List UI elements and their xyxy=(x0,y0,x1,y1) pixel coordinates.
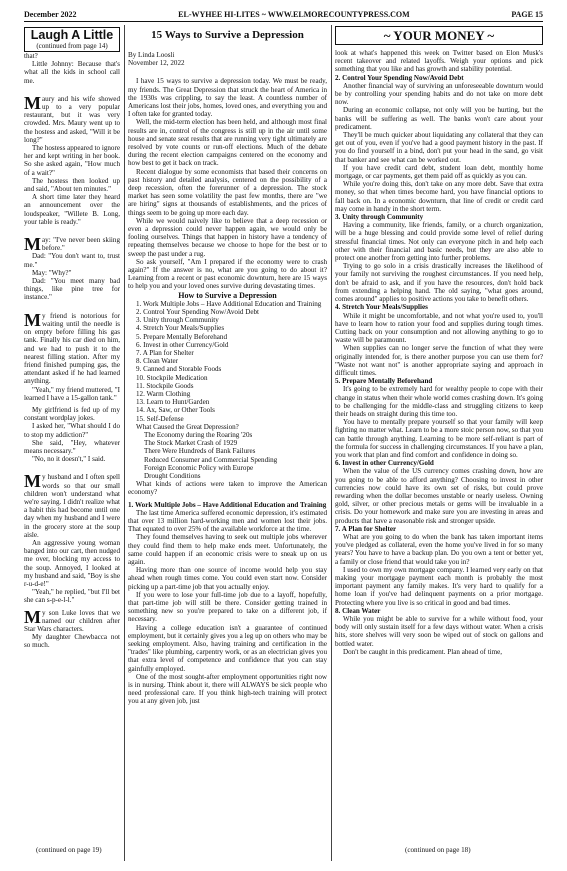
paragraph: 4. Stretch Your Meals/Supplies xyxy=(136,324,225,333)
paragraph: Don't be caught in this predicament. Plan ahead of time, xyxy=(343,647,503,656)
section-heading: 4. Stretch Your Meals/Supplies xyxy=(335,303,428,312)
ways-list xyxy=(128,300,327,423)
paragraph: During an economic collapse, not only will you be hurting, but the banks will be suffering as well. The banks won't care about your predicament. xyxy=(335,106,543,131)
page-header xyxy=(24,9,543,20)
drop-cap: M xyxy=(24,606,41,627)
paragraph: Foreign Economic Policy with Europe xyxy=(144,463,254,472)
article-author: By Linda Loosli xyxy=(128,51,175,59)
section-heading: 5. Prepare Mentally Beforehand xyxy=(335,377,433,386)
section-heading: 2. Control Your Spending Now/Avoid Debt xyxy=(335,73,464,82)
paragraph: 6. Invest in other Currency/Gold xyxy=(136,340,229,349)
header-rule xyxy=(24,21,543,22)
laugh-continued-on: (continued on page 19) xyxy=(36,846,102,854)
paragraph: 12. Warm Clothing xyxy=(136,389,191,398)
paragraph: They'll be much quicker about liquidating any collateral that they can get out of you, even if you've had a good payment history in the past. If you do find yourself in a bind, don't put your head in the sand, go visit that banker and see what can be worked out. xyxy=(335,131,543,164)
joke-text: She said, "Hey, whatever means necessary." xyxy=(24,438,120,455)
header-publication: EL-WYHEE HI-LITES ~ WWW.ELMORECOUNTYPRESS.COM xyxy=(178,10,410,19)
paragraph: They found themselves having to seek out multiple jobs wherever they could find them to help make ends meet. Unfortunately, the same could happen if an economic crisis were to sneak up on us again. xyxy=(128,533,327,566)
section-heading: 8. Clean Water xyxy=(335,606,381,615)
paragraph: The Economy during the Roaring '20s xyxy=(144,430,253,439)
joke-text: Dad: "You meet many bad things, like pine tree for instance." xyxy=(24,277,120,302)
causes-tail: What kinds of actions were taken to improve the American economy? xyxy=(128,480,327,497)
paragraph: 14. Ax, Saw, or Other Tools xyxy=(136,406,215,415)
paragraph: When supplies can no longer serve the function of what they were originally intended for, is there another purpose you can use them for? "Waste not want not" is another appropriate saying and approach in difficult times. xyxy=(335,344,543,377)
paragraph: 7. A Plan for Shelter xyxy=(136,348,194,357)
laugh-continued-from: (continued from page 14) xyxy=(36,42,108,50)
laugh-column xyxy=(24,25,120,861)
joke-text: May: "Why?" xyxy=(32,268,72,277)
joke-text: "Yeah," he replied, "but I'll bet she can s-p-e-l-l." xyxy=(24,588,120,605)
paragraph: Having more than one source of income would help you stay ahead when rough times come. You could even start now. Consider picking up a part-time job that you actually enjoy. xyxy=(128,566,327,591)
section-heading: 7. A Plan for Shelter xyxy=(335,524,397,533)
section-heading: 3. Unity through Community xyxy=(335,213,424,222)
paragraph: Recent dialogue by some economists that based their concerns on past history and detailed analysis, centered on the possibility of a deep recession, often the forerunner of a depression. The stock market has seen some volatility the past few months, there are "we are hiring" signs at thousands of establishments, and the prices of things seem to be going up more each day. xyxy=(128,167,327,217)
drop-cap: M xyxy=(24,471,41,492)
paragraph: I used to own my own mortgage company. I learned very early on that making your mortgage payment each month is probably the most important payment any family makes. It's very hard to qualify for a home loan if you've had delinquent payments on a prior mortgage. Protecting where you live is so critical in good and bad times. xyxy=(335,565,543,607)
joke-text: My daughter Chewbacca not so much. xyxy=(24,633,120,650)
joke-text: that? xyxy=(24,52,38,60)
joke-paragraph: May: "I've never been skiing before." xyxy=(24,234,120,255)
paragraph: You have to mentally prepare yourself so that your family will keep fighting no matter what. Learn to be a more stoic person now, so that you can battle through anything. Learning to be more self-reliant is part of the formula for success in challenging circumstances. If you have a plan, you work that plan and find comfort and confidence in doing so. xyxy=(335,418,543,459)
paragraph: When the value of the US currency comes crashing down, how are you going to be able to afford anything? Choosing to invest in other currencies now could have its own set of risks, but could prove rewarding when the dollar becomes unstable or nearly useless. Owning gold, silver, or other precious metals or gems will be invaluable in a crisis. Do your homework and make sure you are investing in areas and products that have a reasonable risk and stronger upside. xyxy=(335,467,543,525)
paragraph: Reduced Consumer and Commercial Spending xyxy=(144,455,278,464)
drop-cap: M xyxy=(24,92,41,113)
paragraph: While you're doing this, don't take on any more debt. Save that extra money, so that when times become hard, you have financial options to fall back on. In a economic downturn, that line of credit or credit card may come in handy in the short term. xyxy=(335,180,543,213)
joke-text: A short time later they heard an announcement over the loudspeaker, "Willete B. Long, your table is ready." xyxy=(24,193,120,226)
joke-text: "Yeah," my friend muttered, "I learned I have a 15-gallon tank." xyxy=(24,385,120,402)
joke-text: "No, no it doesn't," I said. xyxy=(32,455,106,464)
paragraph: If you have credit card debt, student loan debt, monthly home mortgage, or car payments, get them paid off as quickly as you can. xyxy=(335,163,543,181)
paragraph: 5. Prepare Mentally Beforehand xyxy=(136,332,228,341)
section-1-body xyxy=(128,509,327,706)
paragraph: 11. Stockpile Goods xyxy=(136,381,194,390)
header-date: December 2022 xyxy=(24,10,77,19)
article-byline xyxy=(128,51,327,67)
joke-paragraph: My son Luke loves that we named our children after Star Wars characters. xyxy=(24,606,120,633)
section-2-body xyxy=(335,82,543,213)
article-date: November 12, 2022 xyxy=(128,59,185,68)
paragraph: 1. Work Multiple Jobs – Have Additional Education and Training xyxy=(136,299,322,308)
laugh-title: Laugh A Little xyxy=(30,28,114,42)
section-7-body xyxy=(335,533,543,607)
paragraph: 3. Unity through Community xyxy=(136,316,219,325)
section-5-body xyxy=(335,385,543,459)
paragraph: 2. Control Your Spending Now/Avoid Debt xyxy=(136,307,260,316)
column-divider xyxy=(124,25,125,861)
paragraph: If you were to lose your full-time job due to a layoff, hopefully, that part-time job will still be there. Consider getting trained in something new so you're prepared to take on a different job, if necessary. xyxy=(128,590,327,624)
paragraph: There Were Hundreds of Bank Failures xyxy=(144,447,256,456)
joke-text: An aggressive young woman banged into our cart, then nudged me over, blocking my access to the soup. Annoyed, I looked at my husband and said, "Boy is she r-u-d-e!" xyxy=(24,538,120,588)
joke-text: The hostess appeared to ignore her and kept writing in her book. So she asked again, "How much of a wait?" xyxy=(24,144,120,177)
paragraph: Drought Conditions xyxy=(144,471,201,480)
column-divider xyxy=(331,25,332,861)
paragraph: So ask yourself, "Am I prepared if the economy were to crash again?" If the answer is no, what are you going to do about it? Learning from a recent or past economic downturn, here are 15 ways to help you and your loved ones survive during devastating times. xyxy=(128,257,327,291)
article-title: 15 Ways to Survive a Depression xyxy=(151,29,304,41)
paragraph: Another financial way of surviving an unforeseeable downturn would be by controlling your spending habits and do not take on more debt now. xyxy=(335,81,543,107)
list-heading: How to Survive a Depression xyxy=(178,290,277,300)
causes-list xyxy=(128,431,327,480)
section-3-body xyxy=(335,221,543,303)
laugh-title-box xyxy=(24,27,120,52)
paragraph: 10. Stockpile Medication xyxy=(136,373,208,382)
paragraph: One of the most sought-after employment opportunities right now is in nursing. Think about it, there will ALWAYS be sick people who need professional care. If you think high-tech training will protect you at any given job, just xyxy=(128,672,327,706)
section-heading: 1. Work Multiple Jobs – Have Additional Education and Training xyxy=(128,500,327,509)
paragraph: Well, the mid-term election has been held, and although most final results are in, control of the congress is still up in the air until some house and senate seat results that are running very tight ultimately are resolved by vote counts or run-off elections. Much of the debate during the recent election campaigns centered on the economy and how best to get it back on track. xyxy=(128,118,327,168)
paragraph: The last time America suffered economic depression, it's estimated that over 13 million hard-working men and women lost their jobs. That equated to over 25% of the available workforce at the time. xyxy=(128,508,327,534)
article-column xyxy=(128,25,327,861)
money-continued-on: (continued on page 18) xyxy=(405,846,471,854)
money-column xyxy=(335,25,543,861)
joke-text: Dad: "You don't want to, trust me." xyxy=(24,252,120,269)
joke-text: The hostess then looked up and said, "About ten minutes." xyxy=(24,176,120,194)
money-title: ~ YOUR MONEY ~ xyxy=(335,26,543,45)
paragraph: 9. Canned and Storable Foods xyxy=(136,365,222,374)
joke-paragraph: My friend is notorious for waiting until the needle is on empty before filling his gas tank. Finally his car died on him, and we had to push it to the nearest filling station. After my friend finished pumping gas, the attendant asked if he had learned anything. xyxy=(24,309,120,386)
paragraph: While you might be able to survive for a while without food, your body will only sustain itself for a few days without water. When a crisis hits, store shelves will very soon be wiped out of stock on gallons and bottled water. xyxy=(335,615,543,648)
paragraph: 13. Learn to Hunt/Garden xyxy=(136,398,210,407)
paragraph: 8. Clean Water xyxy=(136,357,179,366)
joke-text: Little Johnny: Because that's what all the kids in school call me. xyxy=(24,60,120,85)
section-heading: 6. Invest in other Currency/Gold xyxy=(335,459,434,468)
money-text: look at what's happened this week on Twitter based on Elon Musk's recent takeover and related layoffs. Weigh your options and pick something that you like and has growth and stability potential. xyxy=(335,49,543,74)
joke-paragraph: Maury and his wife showed up to a very popular restaurant, but it was very crowded. Mrs. Maury went up to the hostess and asked, "Will it be long?" xyxy=(24,92,120,144)
section-4-body xyxy=(335,312,543,378)
section-8-body xyxy=(335,615,543,656)
paragraph: Having a college education isn't a guarantee of continued employment, but it certainly gives you a leg up on others who may be seeking employment. Also, having training and certification in the "trades" like plumbing, carpentry work, or as an electrician gives you that extra level of competence and confidence that you can stay gainfully employed. xyxy=(128,623,327,673)
drop-cap: M xyxy=(24,234,41,255)
paragraph: What are you going to do when the bank has taken important items you've pledged as collateral, even the home you've lived in for so many years? You have to have a backup plan. Do you own a tent or better yet, a family or close friend that would take you in? xyxy=(335,532,543,566)
paragraph: While we would naively like to believe that a deep recession or even a depression could never happen again, we would only be fooling ourselves. Things that happen in history have a tendency of repeating themselves because we choose to hope for the best or to sweep the past under a rug. xyxy=(128,216,327,258)
paragraph: I have 15 ways to survive a depression today. We must be ready, my friends. The Great Depression that struck the heart of America in the 1930s was crippling, to say the least. A countless number of Americans lost their jobs, homes, loved ones, and everything you and I often take for granted today. xyxy=(128,77,327,119)
paragraph: Having a community, like friends, family, or a church organization, will be a huge blessing and could provide some level of relief during stressful financial times. Not only can everyone pitch in and help each other with their financial and basic needs, but they are also able to protect one another from getting into further problems. xyxy=(335,221,543,263)
newspaper-page xyxy=(24,9,543,861)
paragraph: Trying to go solo in a crisis drastically increases the likelihood of your family not surviving the roughest circumstances. If you need help, don't be afraid to ask, and if you have the resources, don't hold back from extending a helping hand. The old saying, "what goes around, comes around" applies to positive actions you take to benefit others. xyxy=(335,262,543,304)
paragraph: The Stock Market Crash of 1929 xyxy=(144,439,238,448)
joke-paragraph: My husband and I often spell words so that our small children won't understand what we're saying. I didn't realize what a habit this had become until one day when my husband and I were in the grocery store at the soup aisle. xyxy=(24,471,120,539)
header-page-number: PAGE 15 xyxy=(511,10,543,19)
paragraph: It's going to be extremely hard for wealthy people to cope with their change in status when their whole world comes crashing down. It's going to be challenging for the middle-class and struggling citizens to keep their heads on straight during this time too. xyxy=(335,385,543,418)
joke-text: My girlfriend is fed up of my constant wordplay jokes. xyxy=(24,405,120,423)
joke-text: I asked her, "What should I do to stop my addiction?" xyxy=(24,422,120,439)
article-intro xyxy=(128,77,327,290)
paragraph: 15. Self-Defense xyxy=(136,414,184,423)
section-6-body xyxy=(335,467,543,524)
paragraph: While it might be uncomfortable, and not what you're used to, you'll have to learn how to ration your food and supplies during tough times. Cutting back on your consumption and not allowing anything to go to waste will be paramount. xyxy=(335,311,543,345)
drop-cap: M xyxy=(24,309,41,330)
causes-heading: What Caused the Great Depression? xyxy=(136,422,239,431)
